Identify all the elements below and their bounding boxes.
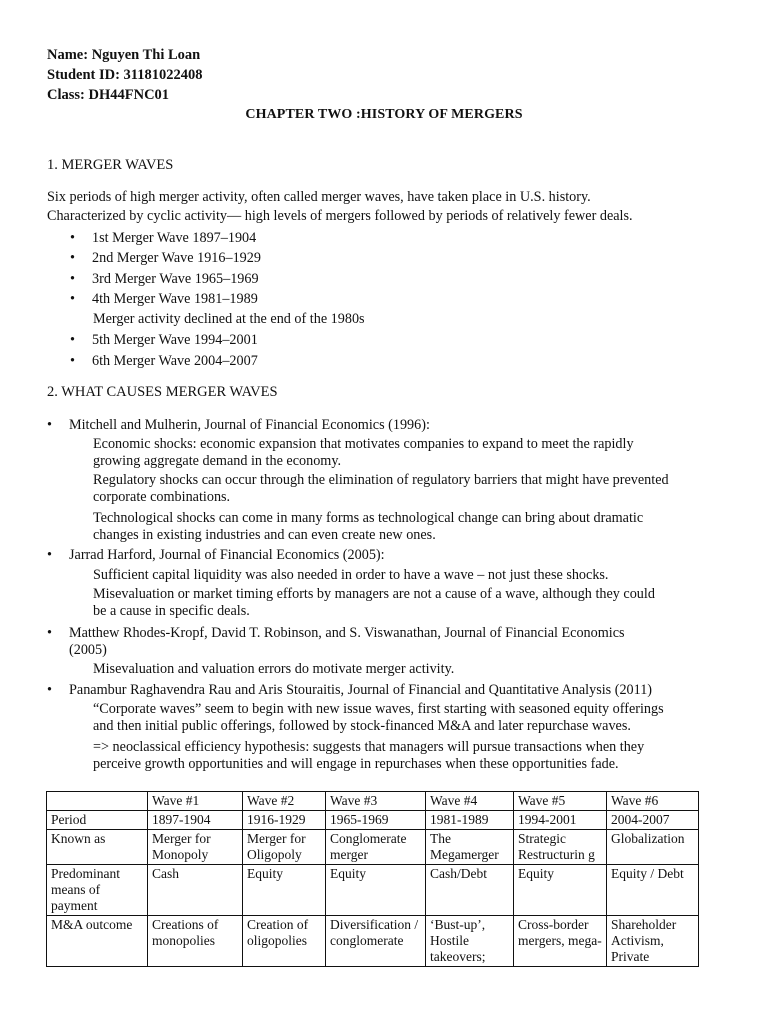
point-line: => neoclassical efficiency hypothesis: suggests that managers will pursue transactions when they bbox=[93, 739, 645, 755]
study-point bbox=[93, 436, 733, 470]
table-cell: Creations of monopolies bbox=[148, 916, 243, 967]
table-cell: Diversification / conglomerate bbox=[326, 916, 426, 967]
intro-line-2: Characterized by cyclic activity— high levels of mergers followed by periods of relatively fewer deals. bbox=[47, 208, 633, 224]
point-line: Misevaluation or market timing efforts by managers are not a cause of a wave, although they could bbox=[93, 586, 655, 602]
list-item-text: 2nd Merger Wave 1916–1929 bbox=[92, 250, 261, 266]
bullet-icon: • bbox=[70, 332, 75, 348]
point-line: changes in existing industries and can even create new ones. bbox=[93, 527, 436, 543]
table-row bbox=[47, 830, 699, 865]
study-point bbox=[93, 739, 733, 773]
point-line: Technological shocks can come in many forms as technological change can bring about dramatic bbox=[93, 510, 644, 526]
point-line: growing aggregate demand in the economy. bbox=[93, 453, 342, 469]
table-cell: Wave #6 bbox=[607, 792, 699, 811]
table-cell: 1916-1929 bbox=[243, 811, 326, 830]
point-line: Regulatory shocks can occur through the elimination of regulatory barriers that might have prevented bbox=[93, 472, 669, 488]
table-row bbox=[47, 865, 699, 916]
point-line: Economic shocks: economic expansion that motivates companies to expand to meet the rapidly bbox=[93, 436, 634, 452]
study-citation: Jarrad Harford, Journal of Financial Economics (2005): bbox=[69, 547, 385, 563]
wave-4-note: Merger activity declined at the end of the 1980s bbox=[93, 311, 365, 327]
table-cell: 1897-1904 bbox=[148, 811, 243, 830]
bullet-icon: • bbox=[70, 250, 75, 266]
table-row bbox=[47, 811, 699, 830]
student-name: Name: Nguyen Thi Loan bbox=[47, 47, 201, 63]
table-cell: Merger for Oligopoly bbox=[243, 830, 326, 865]
table-cell: 1994-2001 bbox=[514, 811, 607, 830]
chapter-title: CHAPTER TWO :HISTORY OF MERGERS bbox=[245, 107, 523, 122]
list-item-text: 6th Merger Wave 2004–2007 bbox=[92, 353, 258, 369]
point-line: Misevaluation and valuation errors do motivate merger activity. bbox=[93, 661, 455, 677]
study-citation: Matthew Rhodes-Kropf, David T. Robinson, and S. Viswanathan, Journal of Financial Economics bbox=[69, 625, 625, 641]
table-cell: M&A outcome bbox=[47, 916, 148, 967]
student-id: Student ID: 31181022408 bbox=[47, 67, 203, 83]
study-point bbox=[93, 510, 733, 544]
study-point bbox=[93, 472, 733, 506]
table-cell: Globalization bbox=[607, 830, 699, 865]
list-item-text: 5th Merger Wave 1994–2001 bbox=[92, 332, 258, 348]
point-line: corporate combinations. bbox=[93, 489, 231, 505]
point-line: “Corporate waves” seem to begin with new issue waves, first starting with seasoned equity offerings bbox=[93, 701, 664, 717]
table-cell: Equity bbox=[514, 865, 607, 916]
table-cell bbox=[47, 792, 148, 811]
student-class: Class: DH44FNC01 bbox=[47, 87, 170, 103]
table-cell: Known as bbox=[47, 830, 148, 865]
point-line: perceive growth opportunities and will engage in repurchases when these opportunities fade. bbox=[93, 756, 619, 772]
study-citation-year: (2005) bbox=[69, 642, 107, 658]
table-cell: Cross-border mergers, mega- bbox=[514, 916, 607, 967]
table-cell: Strategic Restructurin g bbox=[514, 830, 607, 865]
table-header-row bbox=[47, 792, 699, 811]
bullet-icon: • bbox=[47, 417, 52, 433]
bullet-icon: • bbox=[47, 547, 52, 563]
table-cell: The Megamerger bbox=[426, 830, 514, 865]
table-cell: Equity bbox=[243, 865, 326, 916]
section-heading-merger-waves: 1. MERGER WAVES bbox=[47, 157, 174, 173]
study-point bbox=[93, 586, 733, 620]
table-cell: Wave #5 bbox=[514, 792, 607, 811]
table-cell: Cash/Debt bbox=[426, 865, 514, 916]
table-cell: Merger for Monopoly bbox=[148, 830, 243, 865]
table-cell: Wave #4 bbox=[426, 792, 514, 811]
table-cell: Period bbox=[47, 811, 148, 830]
bullet-icon: • bbox=[70, 353, 75, 369]
bullet-icon: • bbox=[47, 682, 52, 698]
point-line: Sufficient capital liquidity was also needed in order to have a wave – not just these shocks. bbox=[93, 567, 609, 583]
table-cell: Cash bbox=[148, 865, 243, 916]
study-citation: Panambur Raghavendra Rau and Aris Stouraitis, Journal of Financial and Quantitative Analysis (2011) bbox=[69, 682, 653, 698]
list-item-text: 3rd Merger Wave 1965–1969 bbox=[92, 271, 259, 287]
bullet-icon: • bbox=[70, 291, 75, 307]
table-cell: 1965-1969 bbox=[326, 811, 426, 830]
table-cell: Creation of oligopolies bbox=[243, 916, 326, 967]
merger-waves-table bbox=[46, 791, 699, 967]
table-cell: Predominant means of payment bbox=[47, 865, 148, 916]
table-cell: 2004-2007 bbox=[607, 811, 699, 830]
section-heading-causes: 2. WHAT CAUSES MERGER WAVES bbox=[47, 384, 278, 400]
table-row bbox=[47, 916, 699, 967]
table-cell: 1981-1989 bbox=[426, 811, 514, 830]
bullet-icon: • bbox=[70, 271, 75, 287]
table-cell: Shareholder Activism, Private bbox=[607, 916, 699, 967]
study-point bbox=[93, 701, 733, 735]
list-item-text: 4th Merger Wave 1981–1989 bbox=[92, 291, 258, 307]
bullet-icon: • bbox=[47, 625, 52, 641]
table-cell: Wave #3 bbox=[326, 792, 426, 811]
list-item-text: 1st Merger Wave 1897–1904 bbox=[92, 230, 257, 246]
table-cell: Equity / Debt bbox=[607, 865, 699, 916]
study-citation: Mitchell and Mulherin, Journal of Financial Economics (1996): bbox=[69, 417, 430, 433]
bullet-icon: • bbox=[70, 230, 75, 246]
table-cell: Conglomerate merger bbox=[326, 830, 426, 865]
study-point bbox=[93, 661, 733, 678]
table-cell: ‘Bust-up’, Hostile takeovers; bbox=[426, 916, 514, 967]
study-point bbox=[93, 567, 733, 584]
table-cell: Wave #1 bbox=[148, 792, 243, 811]
intro-line-1: Six periods of high merger activity, often called merger waves, have taken place in U.S. history. bbox=[47, 189, 591, 205]
table-cell: Wave #2 bbox=[243, 792, 326, 811]
point-line: and then initial public offerings, followed by stock-financed M&A and later repurchase waves. bbox=[93, 718, 631, 734]
point-line: be a cause in specific deals. bbox=[93, 603, 250, 619]
table-cell: Equity bbox=[326, 865, 426, 916]
